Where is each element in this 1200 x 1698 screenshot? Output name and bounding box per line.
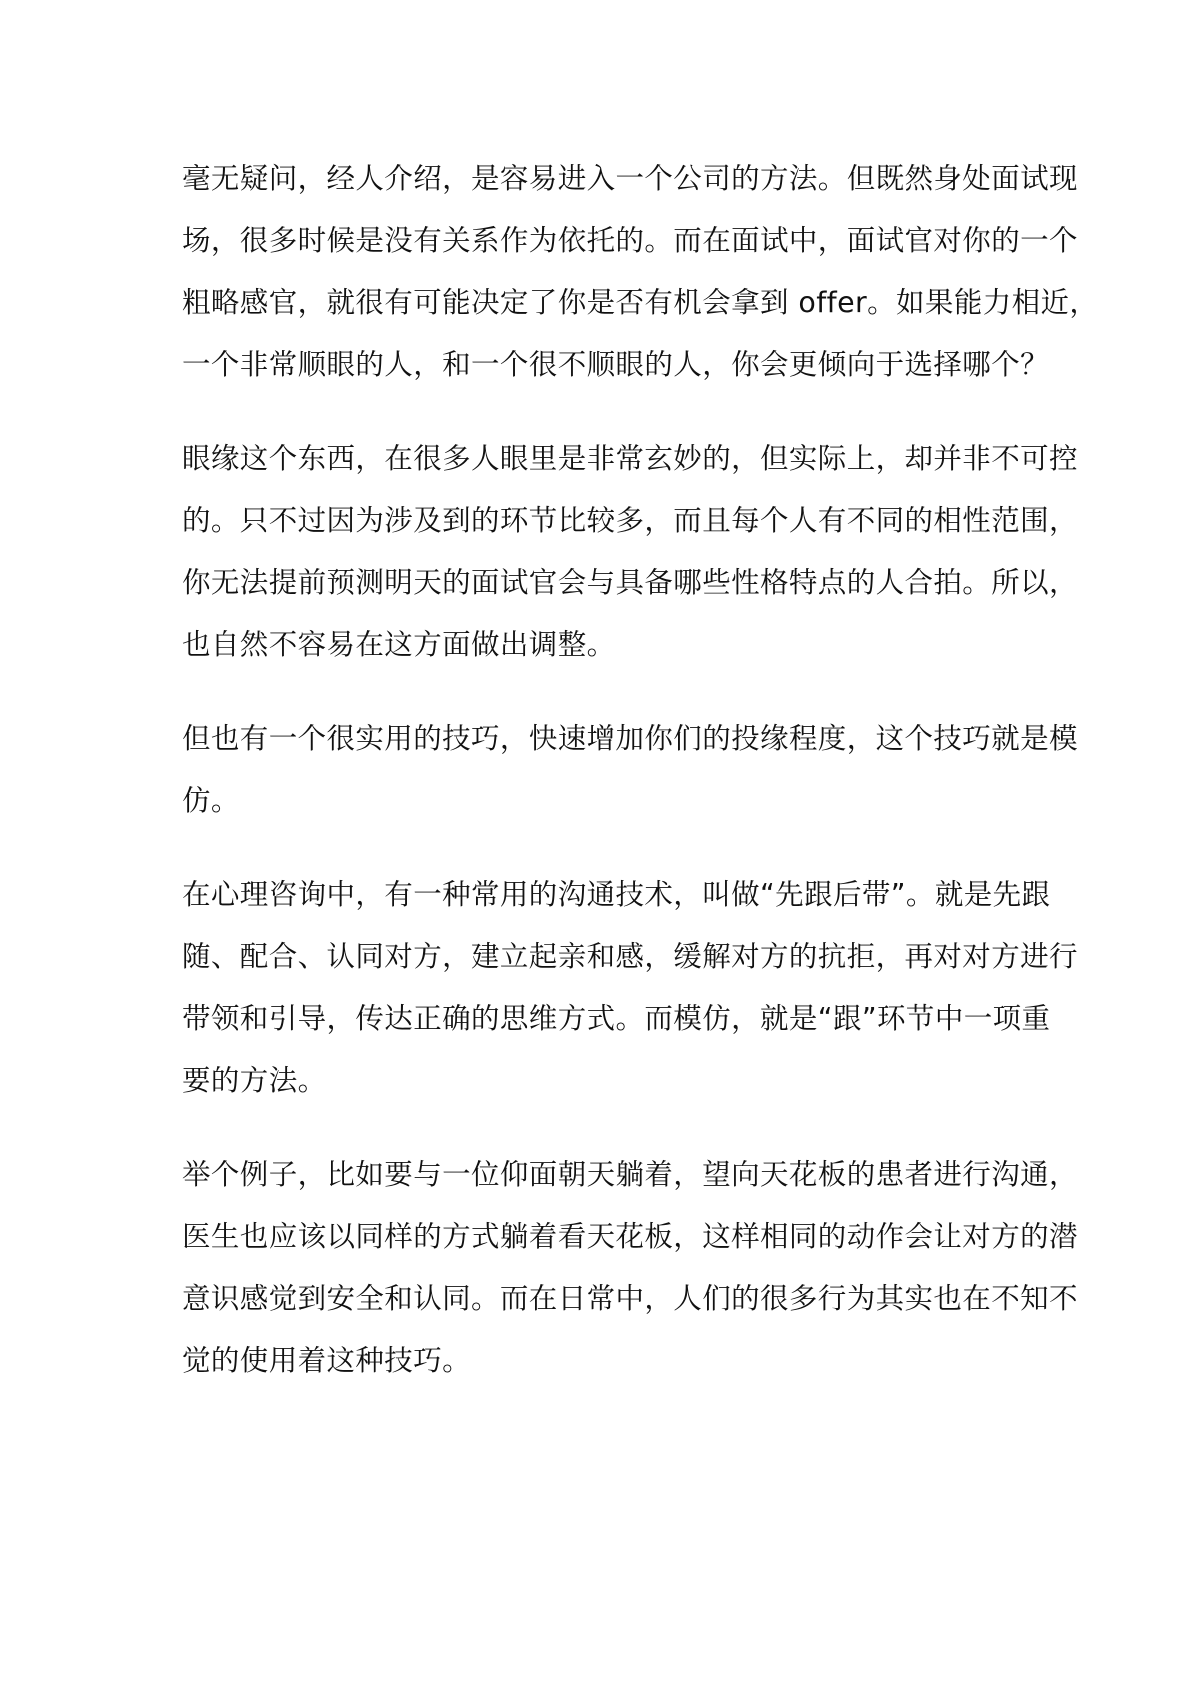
text-line: 眼缘这个东西，在很多人眼里是非常玄妙的，但实际上，却并非不可控: [182, 442, 1078, 475]
text-line: 要的方法。: [182, 1064, 327, 1097]
paragraph-3: [182, 708, 1078, 832]
paragraph-1: [182, 148, 1099, 396]
paragraph-5: [182, 1144, 1078, 1392]
text-line: 你无法提前预测明天的面试官会与具备哪些性格特点的人合拍。所以，: [182, 566, 1078, 599]
text-line: 粗略感官，就很有可能决定了你是否有机会拿到 offer。如果能力相近，: [182, 286, 1099, 319]
text-line: 意识感觉到安全和认同。而在日常中，人们的很多行为其实也在不知不: [182, 1282, 1078, 1315]
text-line: 仿。: [182, 784, 240, 817]
text-line: 毫无疑问，经人介绍，是容易进入一个公司的方法。但既然身处面试现: [182, 162, 1078, 195]
text-line: 觉的使用着这种技巧。: [182, 1344, 472, 1377]
text-line: 但也有一个很实用的技巧，快速增加你们的投缘程度，这个技巧就是模: [182, 722, 1078, 755]
text-line: 一个非常顺眼的人，和一个很不顺眼的人，你会更倾向于选择哪个？: [182, 348, 1050, 381]
text-line: 带领和引导，传达正确的思维方式。而模仿，就是“跟”环节中一项重: [182, 1002, 1051, 1035]
text-line: 在心理咨询中，有一种常用的沟通技术，叫做“先跟后带”。就是先跟: [182, 878, 1051, 911]
text-line: 医生也应该以同样的方式躺着看天花板，这样相同的动作会让对方的潜: [182, 1220, 1078, 1253]
paragraph-2: [182, 428, 1078, 676]
text-line: 随、配合、认同对方，建立起亲和感，缓解对方的抗拒，再对对方进行: [182, 940, 1078, 973]
document-body: [182, 148, 1099, 1424]
text-line: 也自然不容易在这方面做出调整。: [182, 628, 616, 661]
text-line: 场，很多时候是没有关系作为依托的。而在面试中，面试官对你的一个: [182, 224, 1078, 257]
paragraph-4: [182, 864, 1078, 1112]
text-line: 的。只不过因为涉及到的环节比较多，而且每个人有不同的相性范围，: [182, 504, 1078, 537]
text-line: 举个例子，比如要与一位仰面朝天躺着，望向天花板的患者进行沟通，: [182, 1158, 1078, 1191]
